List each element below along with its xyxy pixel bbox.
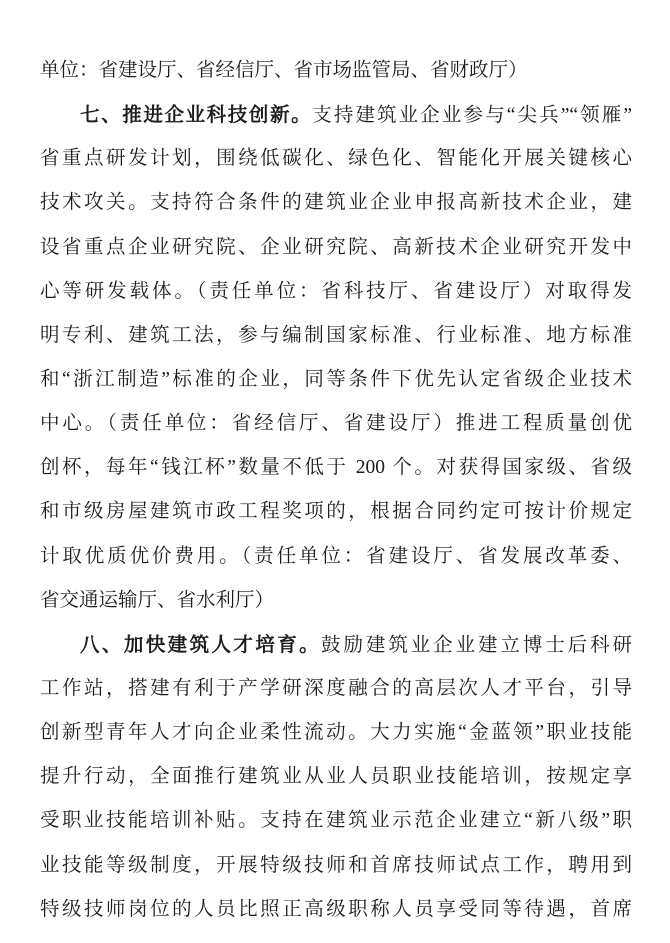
text-line-14 [40, 623, 632, 667]
text-line-06: 心等研发载体。（责任单位：省科技厅、省建设厅）对取得发 [40, 280, 632, 302]
text-line-08: 和“浙江制造”标准的企业，同等条件下优先认定省级企业技术 [40, 368, 632, 390]
text-line-03: 省重点研发计划，围绕低碳化、绿色化、智能化开展关键核心 [40, 148, 632, 170]
text-line-05: 设省重点企业研究院、企业研究院、高新技术企业研究开发中 [40, 236, 632, 258]
text-line-13: 省交通运输厅、省水利厅） [40, 589, 275, 611]
section-heading-8: 八、加快建筑人才培育。 [80, 633, 322, 656]
text-line-07: 明专利、建筑工法，参与编制国家标准、行业标准、地方标准 [40, 324, 632, 346]
text-run: 支持建筑业企业参与“尖兵”“领雁” [312, 105, 632, 127]
document-text-block [40, 49, 632, 932]
text-line-04: 技术攻关。支持符合条件的建筑业企业申报高新技术企业，建 [40, 192, 632, 214]
text-line-19: 业技能等级制度，开展特级技师和首席技师试点工作，聘用到 [40, 854, 632, 876]
text-line-15: 工作站，搭建有利于产学研深度融合的高层次人才平台，引导 [40, 677, 632, 699]
text-run: 鼓励建筑业企业建立博士后科研 [321, 634, 632, 656]
text-line-16: 创新型青年人才向企业柔性流动。大力实施“金蓝领”职业技能 [40, 722, 632, 744]
text-line-20: 特级技师岗位的人员比照正高级职称人员享受同等待遇，首席 [40, 898, 632, 920]
section-heading-7: 七、推进企业科技创新。 [80, 104, 313, 127]
text-line-10: 创杯，每年“钱江杯”数量不低于 200 个。对获得国家级、省级 [40, 457, 632, 479]
text-line-12: 计取优质优价费用。（责任单位：省建设厅、省发展改革委、 [40, 545, 632, 567]
text-line-18: 受职业技能培训补贴。支持在建筑业示范企业建立“新八级”职 [40, 810, 632, 832]
text-line-09: 中心。（责任单位：省经信厅、省建设厅）推进工程质量创优 [40, 413, 632, 435]
text-line-02 [40, 93, 632, 137]
text-line-01: 单位：省建设厅、省经信厅、省市场监管局、省财政厅） [40, 60, 528, 81]
text-line-17: 提升行动，全面推行建筑业从业人员职业技能培训，按规定享 [40, 766, 632, 788]
text-line-11: 和市级房屋建筑市政工程奖项的，根据合同约定可按计价规定 [40, 501, 632, 523]
